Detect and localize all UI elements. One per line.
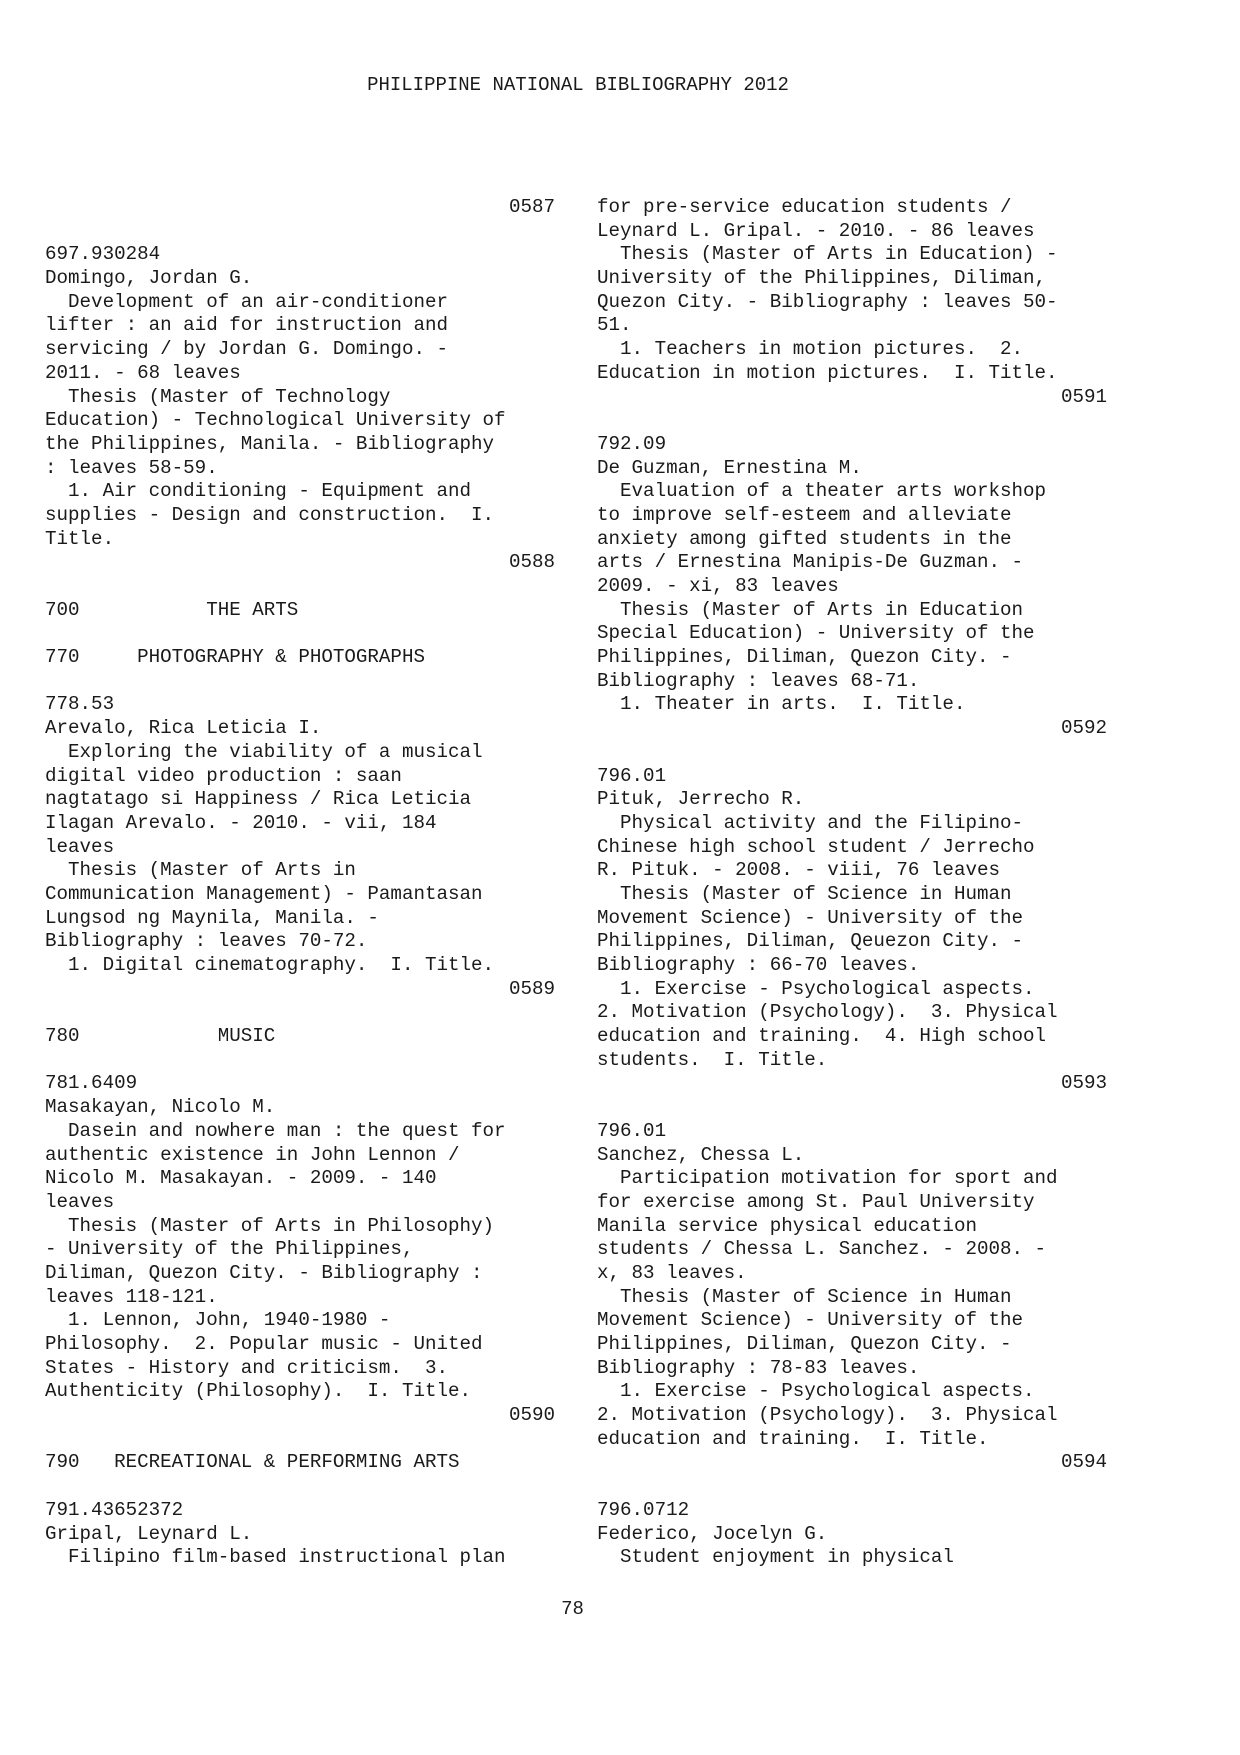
text-line: 781.6409 [45, 1072, 138, 1095]
text-line: Masakayan, Nicolo M. [45, 1096, 276, 1119]
text-line [597, 1475, 1107, 1499]
text-line: 2. Motivation (Psychology). 3. Physical [597, 1404, 1058, 1427]
text-line [45, 220, 555, 244]
text-line: Leynard L. Gripal. - 2010. - 86 leaves [597, 219, 1035, 242]
record-number: 0590 [508, 1404, 555, 1427]
text-line: Physical activity and the Filipino- [597, 811, 1024, 834]
text-line: 1. Theater in arts. I. Title. [597, 693, 966, 716]
text-line: 770 PHOTOGRAPHY & PHOTOGRAPHS [45, 646, 425, 669]
text-line: leaves [45, 1190, 115, 1213]
text-line: 792.09 [597, 432, 667, 455]
text-line: Federico, Jocelyn G. [597, 1522, 828, 1545]
text-line: Nicolo M. Masakayan. - 2009. - 140 [45, 1167, 437, 1190]
text-line: Diliman, Quezon City. - Bibliography : [45, 1261, 483, 1284]
text-line: Student enjoyment in physical [597, 1546, 954, 1569]
text-line: supplies - Design and construction. I. [45, 503, 495, 526]
text-line: Manila service physical education [597, 1214, 977, 1237]
text-line: R. Pituk. - 2008. - viii, 76 leaves [597, 859, 1001, 882]
text-line: Thesis (Master of Technology [45, 385, 391, 408]
text-line: Bibliography : 78-83 leaves. [597, 1356, 920, 1379]
text-line: 780 MUSIC [45, 1025, 276, 1048]
text-line: Evaluation of a theater arts workshop [597, 480, 1047, 503]
right-column [597, 196, 1107, 1570]
record-number: 0591 [1060, 385, 1107, 408]
text-line [45, 1428, 555, 1452]
text-line: 791.43652372 [45, 1498, 184, 1521]
text-line: 796.01 [597, 1119, 667, 1142]
text-line: University of the Philippines, Diliman, [597, 267, 1047, 290]
text-line: education and training. I. Title. [597, 1427, 989, 1450]
text-line: for exercise among St. Paul University [597, 1190, 1035, 1213]
text-line: 1. Exercise - Psychological aspects. [597, 1380, 1035, 1403]
text-line: Quezon City. - Bibliography : leaves 50- [597, 290, 1058, 313]
page-header: PHILIPPINE NATIONAL BIBLIOGRAPHY 2012 [367, 74, 789, 96]
text-line: leaves 118-121. [45, 1285, 218, 1308]
text-line [597, 741, 1107, 765]
text-line: Ilagan Arevalo. - 2010. - vii, 184 [45, 811, 437, 834]
text-line: Arevalo, Rica Leticia I. [45, 717, 322, 740]
text-line: Communication Management) - Pamantasan [45, 882, 483, 905]
text-line: 796.0712 [597, 1498, 690, 1521]
text-line: authentic existence in John Lennon / [45, 1143, 460, 1166]
text-line: Thesis (Master of Arts in Education) - [597, 243, 1058, 266]
text-line [597, 1096, 1107, 1120]
text-line: Dasein and nowhere man : the quest for [45, 1119, 506, 1142]
text-line: Philippines, Diliman, Qeuezon City. - [597, 930, 1024, 953]
text-line: Domingo, Jordan G. [45, 267, 253, 290]
record-number: 0594 [1060, 1451, 1107, 1474]
text-line [45, 670, 555, 694]
text-line: Authenticity (Philosophy). I. Title. [45, 1380, 472, 1403]
text-line: Chinese high school student / Jerrecho [597, 835, 1035, 858]
text-line: 697.930284 [45, 243, 161, 266]
text-line: 1. Air conditioning - Equipment and [45, 480, 472, 503]
text-line: Philosophy. 2. Popular music - United [45, 1333, 483, 1355]
text-line: Exploring the viability of a musical [45, 740, 483, 763]
text-line: Philippines, Diliman, Quezon City. - [597, 1333, 1012, 1355]
text-line: lifter : an aid for instruction and [45, 314, 449, 337]
text-line [45, 1475, 555, 1499]
text-line: servicing / by Jordan G. Domingo. - [45, 338, 449, 361]
text-line: 1. Teachers in motion pictures. 2. [597, 338, 1024, 361]
text-line: - University of the Philippines, [45, 1238, 414, 1261]
text-line [45, 1001, 555, 1025]
text-line [597, 409, 1107, 433]
text-line [45, 1049, 555, 1073]
text-line: Gripal, Leynard L. [45, 1522, 253, 1545]
left-column [45, 196, 555, 1570]
text-line: 700 THE ARTS [45, 598, 299, 621]
text-line: Thesis (Master of Arts in Education [597, 598, 1024, 621]
text-line: Thesis (Master of Science in Human [597, 1285, 1012, 1308]
text-line: Special Education) - University of the [597, 622, 1035, 645]
record-number: 0587 [508, 196, 555, 218]
text-line: 2011. - 68 leaves [45, 361, 241, 384]
text-line: States - History and criticism. 3. [45, 1356, 449, 1379]
text-line: 796.01 [597, 764, 667, 787]
text-line: Lungsod ng Maynila, Manila. - [45, 906, 379, 929]
text-line: anxiety among gifted students in the [597, 527, 1012, 550]
record-number: 0592 [1060, 717, 1107, 740]
text-line: Title. [45, 527, 115, 550]
text-line: Movement Science) - University of the [597, 906, 1024, 929]
text-line: Development of an air-conditioner [45, 290, 449, 313]
text-line: Movement Science) - University of the [597, 1309, 1024, 1332]
text-line: 778.53 [45, 693, 115, 716]
record-number: 0593 [1060, 1072, 1107, 1095]
text-line: students / Chessa L. Sanchez. - 2008. - [597, 1238, 1047, 1261]
text-line: Pituk, Jerrecho R. [597, 788, 805, 811]
record-number: 0589 [508, 977, 555, 1000]
text-line: Bibliography : leaves 68-71. [597, 669, 920, 692]
text-line: Philippines, Diliman, Quezon City. - [597, 646, 1012, 669]
text-line: Education in motion pictures. I. Title. [597, 361, 1058, 384]
text-line: 1. Exercise - Psychological aspects. [597, 977, 1035, 1000]
text-line: education and training. 4. High school [597, 1025, 1047, 1048]
text-line: 2. Motivation (Psychology). 3. Physical [597, 1001, 1058, 1024]
text-line: Thesis (Master of Science in Human [597, 882, 1012, 905]
text-line: Thesis (Master of Arts in Philosophy) [45, 1214, 495, 1237]
text-line: Filipino film-based instructional plan [45, 1546, 506, 1569]
text-line: for pre-service education students / [597, 196, 1012, 218]
text-line: Sanchez, Chessa L. [597, 1143, 805, 1166]
text-line: De Guzman, Ernestina M. [597, 456, 862, 479]
text-line: digital video production : saan [45, 764, 402, 787]
text-line: students. I. Title. [597, 1048, 828, 1071]
text-line: 1. Lennon, John, 1940-1980 - [45, 1309, 391, 1332]
text-line: 51. [597, 314, 632, 337]
record-number: 0588 [508, 551, 555, 574]
text-line: : leaves 58-59. [45, 456, 218, 479]
text-line: arts / Ernestina Manipis-De Guzman. - [597, 551, 1024, 574]
text-line: nagtatago si Happiness / Rica Leticia [45, 788, 472, 811]
text-line: Education) - Technological University of [45, 409, 506, 432]
text-line: Participation motivation for sport and [597, 1167, 1058, 1190]
text-line: Bibliography : leaves 70-72. [45, 930, 368, 953]
text-line: to improve self-esteem and alleviate [597, 503, 1012, 526]
text-line: 1. Digital cinematography. I. Title. [45, 954, 495, 976]
page-number: 78 [561, 1598, 584, 1620]
text-line: 790 RECREATIONAL & PERFORMING ARTS [45, 1451, 460, 1474]
text-line: leaves [45, 835, 115, 858]
text-line: the Philippines, Manila. - Bibliography [45, 432, 495, 455]
text-line: Thesis (Master of Arts in [45, 859, 356, 882]
text-line: x, 83 leaves. [597, 1261, 747, 1284]
text-line: 2009. - xi, 83 leaves [597, 575, 839, 597]
text-line: Bibliography : 66-70 leaves. [597, 954, 920, 976]
text-line [45, 575, 555, 599]
text-line [45, 622, 555, 646]
